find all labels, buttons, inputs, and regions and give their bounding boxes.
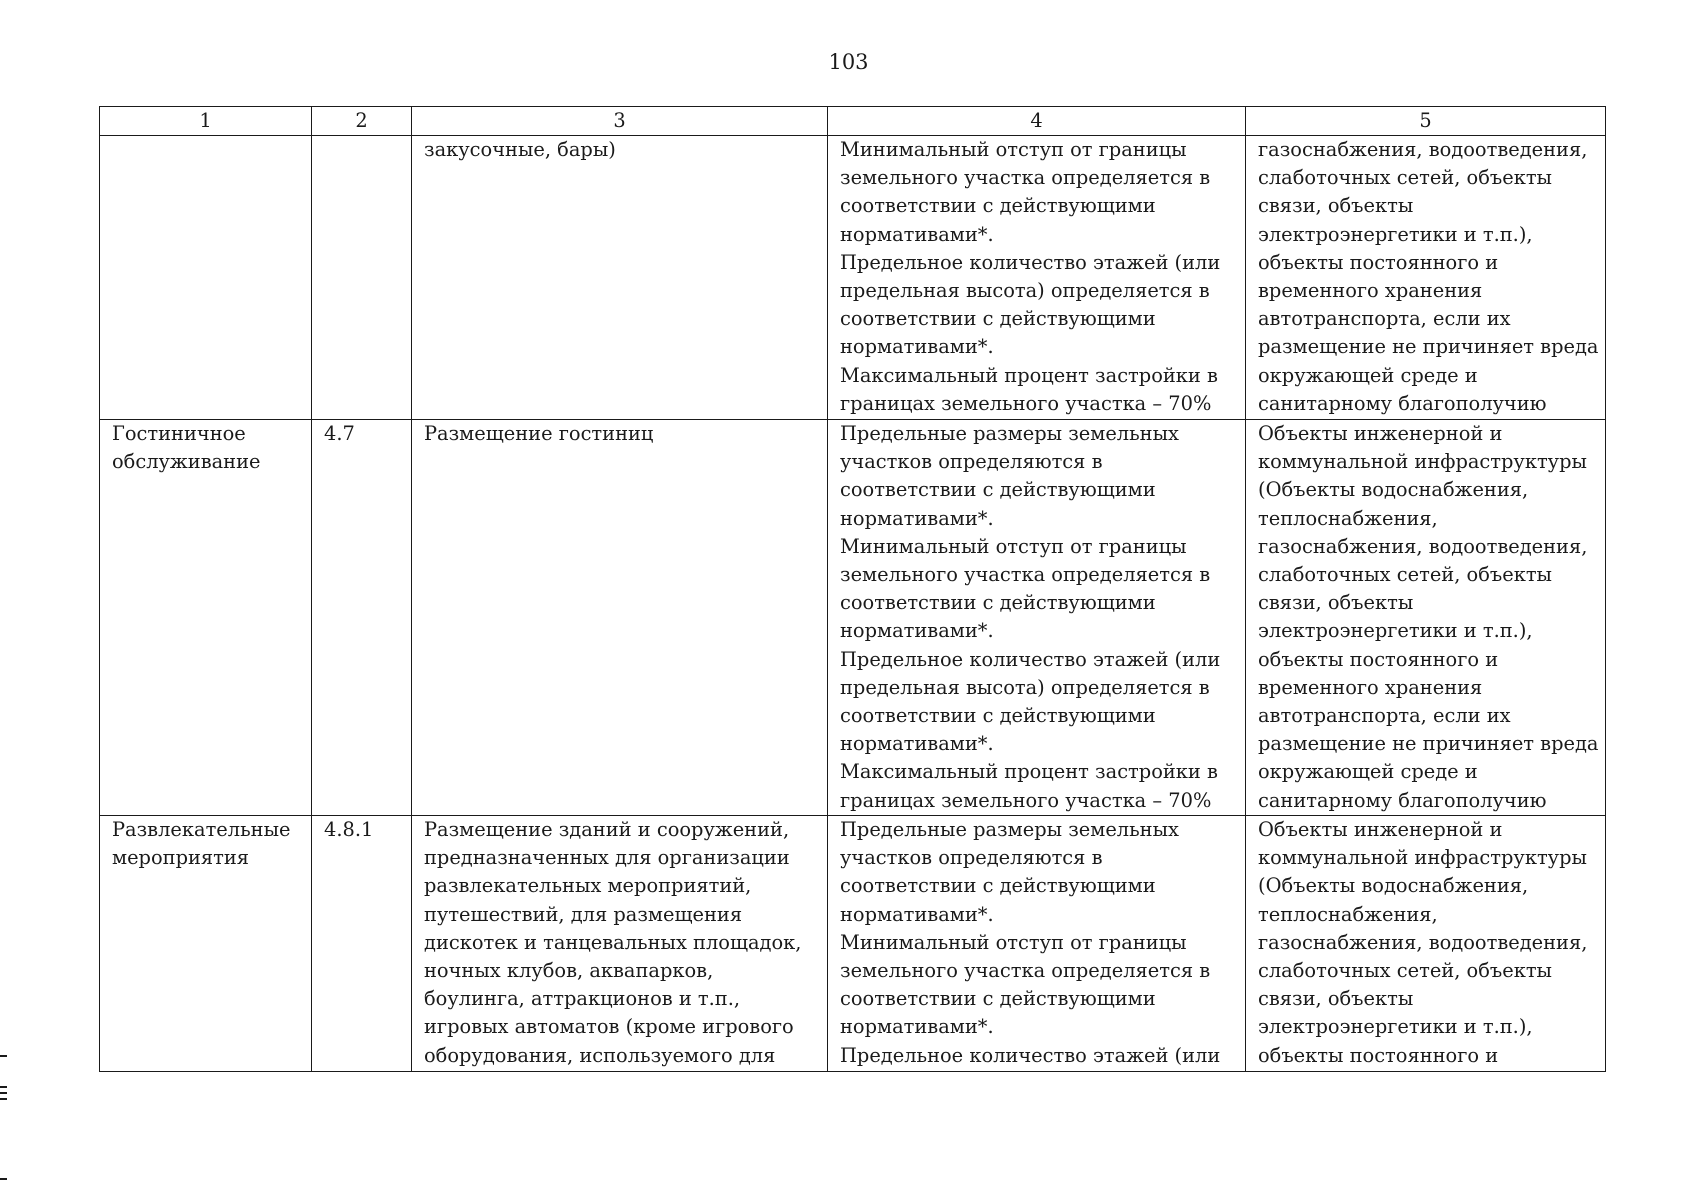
- cell-line: Объекты инженерной и: [1258, 818, 1503, 841]
- cell-line: закусочные, бары): [424, 138, 616, 161]
- cell-line: дискотек и танцевальных площадок,: [424, 930, 802, 954]
- cell-line: слаботочных сетей, объекты: [1258, 166, 1552, 190]
- cell-line: земельного участка определяется в: [840, 166, 1211, 190]
- cell-line: слаботочных сетей, объекты: [1258, 959, 1552, 983]
- column-header-5: 5: [1246, 107, 1606, 136]
- column-header-4: 4: [828, 107, 1246, 136]
- table-row: [100, 816, 1606, 1072]
- cell-line: предельная высота) определяется в: [840, 279, 1210, 303]
- table-row: [100, 420, 1606, 816]
- cell-line: объекты постоянного и: [1258, 250, 1499, 274]
- margin-mark: [0, 1055, 7, 1057]
- cell-line: газоснабжения, водоотведения,: [1258, 534, 1588, 558]
- cell-line: слаботочных сетей, объекты: [1258, 563, 1552, 587]
- cell-line: предназначенных для организации: [424, 846, 790, 870]
- cell-line: Предельные размеры земельных: [840, 818, 1179, 841]
- use-description-cell: [412, 420, 828, 816]
- cell-line: соответствии с действующими: [840, 307, 1156, 331]
- cell-line: газоснабжения, водоотведения,: [1258, 138, 1588, 161]
- cell-line: боулинга, аттракционов и т.п.,: [424, 987, 741, 1011]
- use-code-cell: 4.7: [312, 420, 412, 816]
- cell-line: размещение не причиняет вреда: [1258, 732, 1599, 756]
- cell-line: соответствии с действующими: [840, 478, 1156, 502]
- cell-line: обслуживание: [112, 450, 261, 474]
- cell-line: игровых автоматов (кроме игрового: [424, 1015, 794, 1039]
- use-name-cell: [100, 420, 312, 816]
- auxiliary-uses-cell: [1246, 420, 1606, 816]
- cell-line: Развлекательные: [112, 818, 291, 841]
- cell-line: оборудования, используемого для: [424, 1043, 776, 1067]
- cell-line: участков определяются в: [840, 450, 1103, 474]
- cell-line: Минимальный отступ от границы: [840, 534, 1187, 558]
- cell-line: Размещение гостиниц: [424, 422, 654, 445]
- cell-line: путешествий, для размещения: [424, 902, 743, 926]
- cell-line: развлекательных мероприятий,: [424, 874, 752, 898]
- cell-line: санитарному благополучию: [1258, 391, 1547, 415]
- parameters-cell: [828, 816, 1246, 1072]
- cell-line: Минимальный отступ от границы: [840, 930, 1187, 954]
- cell-line: мероприятия: [112, 846, 250, 870]
- cell-line: электроэнергетики и т.п.),: [1258, 222, 1533, 246]
- cell-line: окружающей среде и: [1258, 760, 1478, 784]
- use-name-cell: [100, 816, 312, 1072]
- cell-line: размещение не причиняет вреда: [1258, 335, 1599, 359]
- cell-line: газоснабжения, водоотведения,: [1258, 930, 1588, 954]
- parameters-cell: [828, 420, 1246, 816]
- cell-line: Предельное количество этажей (или: [840, 1043, 1221, 1067]
- cell-line: нормативами*.: [840, 335, 994, 359]
- cell-line: теплоснабжения,: [1258, 506, 1438, 530]
- cell-line: связи, объекты: [1258, 987, 1414, 1011]
- zoning-table: [99, 106, 1606, 1072]
- use-description-cell: [412, 136, 828, 420]
- table-row: [100, 136, 1606, 420]
- cell-line: (Объекты водоснабжения,: [1258, 478, 1529, 502]
- cell-line: участков определяются в: [840, 846, 1103, 870]
- parameters-cell: [828, 136, 1246, 420]
- cell-line: нормативами*.: [840, 619, 994, 643]
- column-header-1: 1: [100, 107, 312, 136]
- cell-line: Гостиничное: [112, 422, 246, 445]
- cell-line: ночных клубов, аквапарков,: [424, 959, 714, 983]
- cell-line: нормативами*.: [840, 222, 994, 246]
- use-name-cell: [100, 136, 312, 420]
- cell-line: (Объекты водоснабжения,: [1258, 874, 1529, 898]
- cell-line: Предельное количество этажей (или: [840, 647, 1221, 671]
- margin-mark: [0, 1178, 7, 1180]
- cell-line: соответствии с действующими: [840, 874, 1156, 898]
- use-code-cell: [312, 136, 412, 420]
- cell-line: соответствии с действующими: [840, 987, 1156, 1011]
- cell-line: нормативами*.: [840, 732, 994, 756]
- column-header-3: 3: [412, 107, 828, 136]
- cell-line: электроэнергетики и т.п.),: [1258, 619, 1533, 643]
- auxiliary-uses-cell: [1246, 136, 1606, 420]
- cell-line: электроэнергетики и т.п.),: [1258, 1015, 1533, 1039]
- cell-line: соответствии с действующими: [840, 591, 1156, 615]
- cell-line: Минимальный отступ от границы: [840, 138, 1187, 161]
- margin-mark: [0, 1086, 7, 1088]
- cell-line: Размещение зданий и сооружений,: [424, 818, 790, 841]
- cell-line: связи, объекты: [1258, 194, 1414, 218]
- cell-line: связи, объекты: [1258, 591, 1414, 615]
- cell-line: Предельное количество этажей (или: [840, 250, 1221, 274]
- use-description-cell: [412, 816, 828, 1072]
- cell-line: автотранспорта, если их: [1258, 307, 1511, 331]
- cell-line: Максимальный процент застройки в: [840, 760, 1218, 784]
- cell-line: объекты постоянного и: [1258, 647, 1499, 671]
- cell-line: земельного участка определяется в: [840, 563, 1211, 587]
- cell-line: Предельные размеры земельных: [840, 422, 1179, 445]
- cell-line: нормативами*.: [840, 902, 994, 926]
- cell-line: нормативами*.: [840, 1015, 994, 1039]
- cell-line: временного хранения: [1258, 675, 1483, 699]
- cell-line: Максимальный процент застройки в: [840, 363, 1218, 387]
- cell-line: границах земельного участка – 70%: [840, 788, 1212, 812]
- cell-line: соответствии с действующими: [840, 704, 1156, 728]
- cell-line: коммунальной инфраструктуры: [1258, 450, 1587, 474]
- cell-line: окружающей среде и: [1258, 363, 1478, 387]
- page-number: 103: [828, 50, 869, 74]
- auxiliary-uses-cell: [1246, 816, 1606, 1072]
- cell-line: автотранспорта, если их: [1258, 704, 1511, 728]
- cell-line: соответствии с действующими: [840, 194, 1156, 218]
- cell-line: Объекты инженерной и: [1258, 422, 1503, 445]
- cell-line: теплоснабжения,: [1258, 902, 1438, 926]
- cell-line: земельного участка определяется в: [840, 959, 1211, 983]
- cell-line: объекты постоянного и: [1258, 1043, 1499, 1067]
- margin-mark: [0, 1098, 7, 1100]
- cell-line: предельная высота) определяется в: [840, 675, 1210, 699]
- cell-line: границах земельного участка – 70%: [840, 391, 1212, 415]
- cell-line: нормативами*.: [840, 506, 994, 530]
- table-header-row: [100, 107, 1606, 136]
- margin-mark: [0, 1092, 7, 1094]
- cell-line: коммунальной инфраструктуры: [1258, 846, 1587, 870]
- cell-line: санитарному благополучию: [1258, 788, 1547, 812]
- column-header-2: 2: [312, 107, 412, 136]
- use-code-cell: 4.8.1: [312, 816, 412, 1072]
- cell-line: временного хранения: [1258, 279, 1483, 303]
